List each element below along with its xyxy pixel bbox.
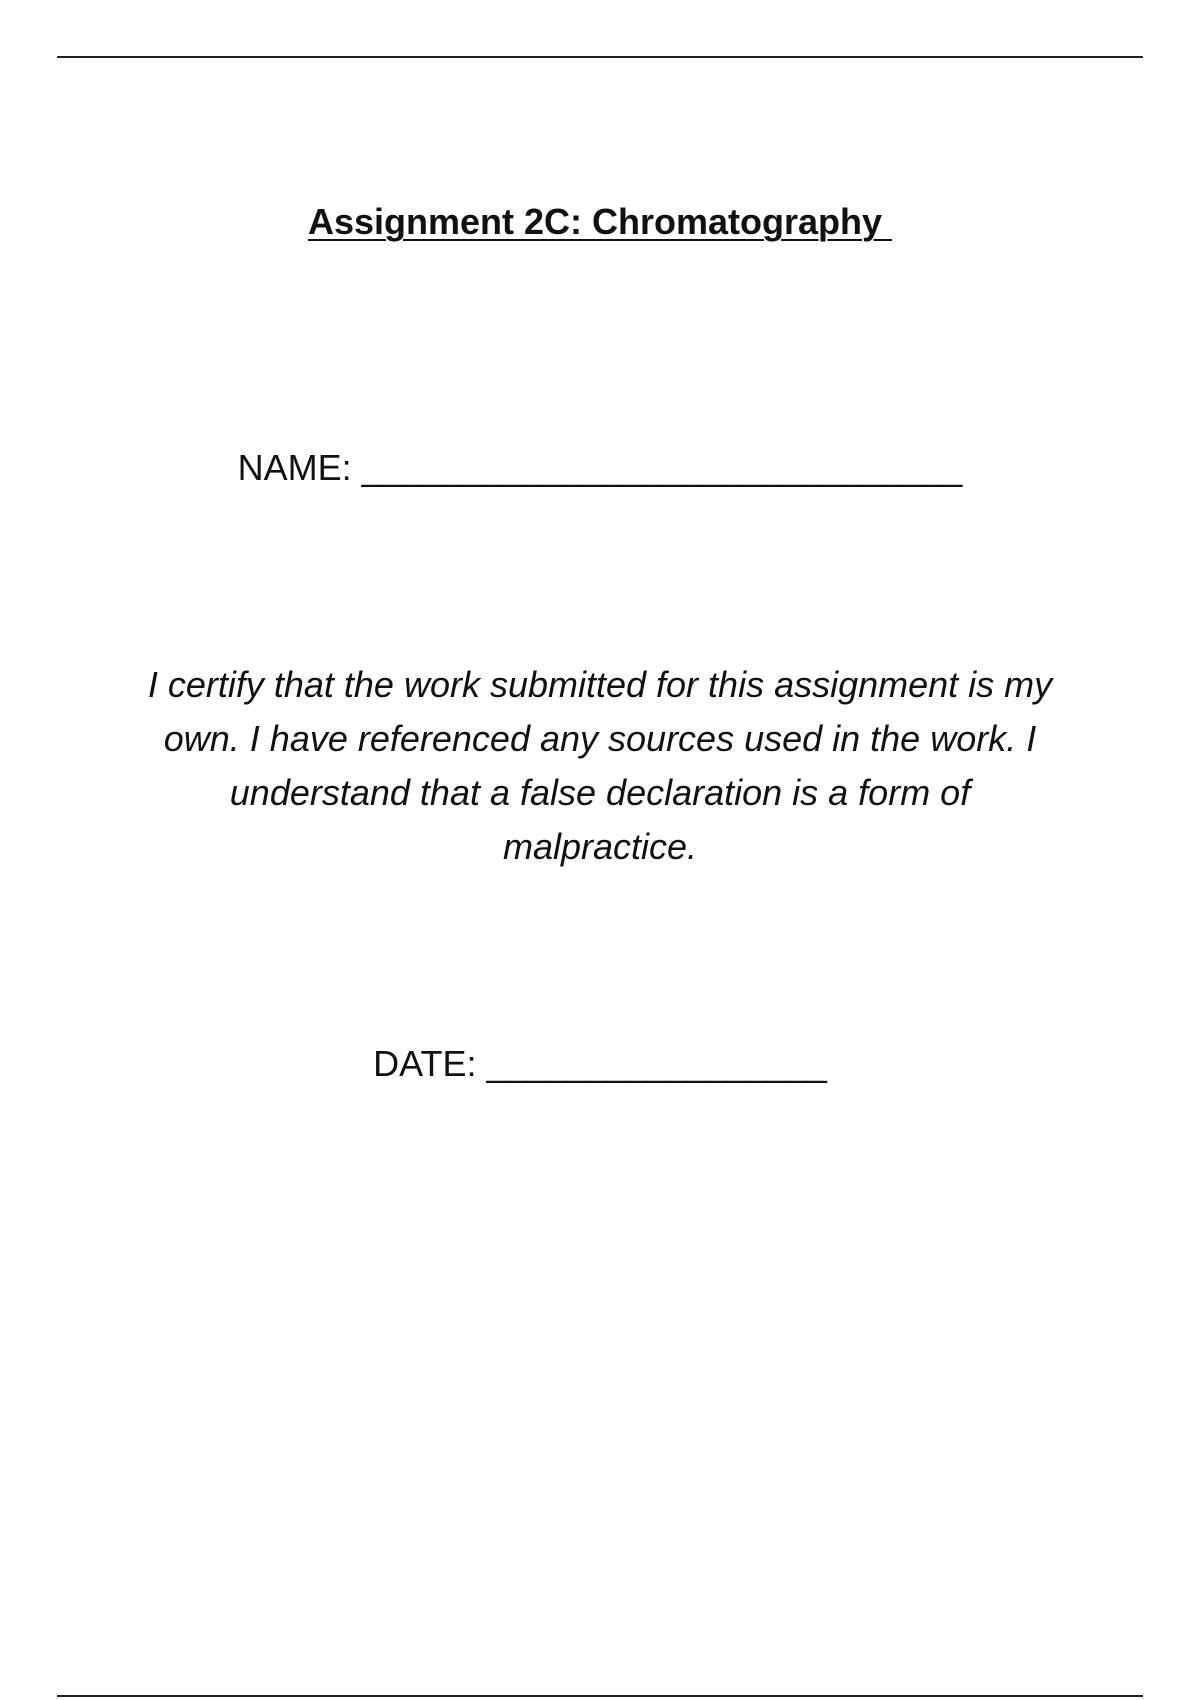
date-field: DATE: _________________ [373, 1043, 827, 1084]
declaration-statement: I certify that the work submitted for this assignment is my own. I have referenced any sources used in the work. I understand that a false declaration is a form of malpractice. [147, 664, 1053, 867]
page-title [0, 198, 1200, 246]
header-rule [57, 56, 1143, 58]
assignment-title-text: Assignment 2C: Chromatography [307, 201, 893, 242]
footer-rule [57, 1695, 1143, 1697]
name-field: NAME: ______________________________ [237, 447, 963, 488]
